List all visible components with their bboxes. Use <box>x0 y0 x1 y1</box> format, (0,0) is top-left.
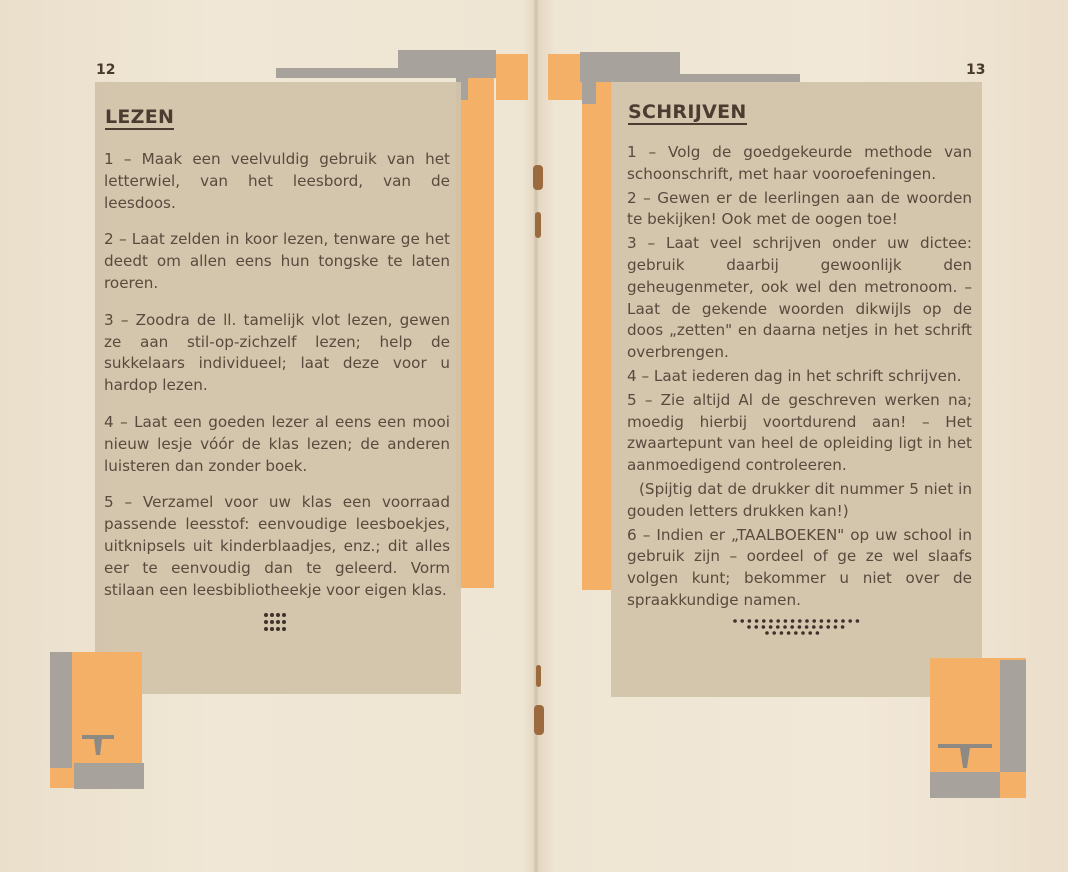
paragraph: 3 – Laat veel schrijven onder uw dictee: gebruik daarbij gewoonlijk den geheugenmeter, ook wel den metronoom. – Laat de gekende woorden dikwijls op de doos „zetten" en daarna netjes in het schrift overbrengen. <box>627 234 972 362</box>
ornament-dot <box>816 631 820 635</box>
heading-lezen <box>105 106 174 128</box>
paragraph: 2 – Gewen er de leerlingen aan de woorden te bekijken! Ook met de oogen toe! <box>627 188 972 229</box>
ornament-dot <box>762 625 766 629</box>
paragraph: 1 – Volg de goedgekeurde methode van schoonschrift, met haar vooroefeningen. <box>627 143 972 183</box>
ornament-dot <box>783 625 787 629</box>
decor-gray-bar <box>930 772 1000 798</box>
ornament-dot <box>827 619 831 623</box>
ornament-dot <box>747 625 751 629</box>
ornament-dot <box>856 619 860 623</box>
ornament-dot <box>787 631 791 635</box>
dot-ornament-left <box>262 611 286 635</box>
paragraph: 2 – Laat zelden in koor lezen, tenware ge het deedt om allen eens hun tongske te laten roeren. <box>104 230 450 292</box>
lamp-icon <box>80 733 116 759</box>
ornament-dot <box>848 619 852 623</box>
ornament-dot <box>819 625 823 629</box>
ornament-dot <box>790 625 794 629</box>
ornament-dot <box>776 619 780 623</box>
right-text-column <box>627 142 972 612</box>
ornament-dot <box>812 619 816 623</box>
ornament-dot <box>754 625 758 629</box>
ornament-dot <box>769 619 773 623</box>
ornament-dot <box>765 631 769 635</box>
ornament-dot <box>784 619 788 623</box>
ornament-dot <box>772 631 776 635</box>
ornament-dot <box>794 631 798 635</box>
ornament-dot <box>841 625 845 629</box>
decor-orange-stripe <box>582 82 612 590</box>
ornament-dot <box>798 625 802 629</box>
heading-text: SCHRIJVEN <box>628 101 747 123</box>
dot-ornament-right <box>732 618 866 640</box>
decor-gray-bar <box>398 50 496 78</box>
ornament-dot <box>826 625 830 629</box>
decor-orange-bar <box>496 54 528 100</box>
decor-gray-stripe <box>50 652 72 768</box>
left-text-column <box>104 149 450 601</box>
ornament-dot <box>791 619 795 623</box>
ornament-dot <box>834 625 838 629</box>
binding-stitch <box>536 665 541 687</box>
binding-stitch <box>534 705 544 735</box>
ornament-dot <box>798 619 802 623</box>
ornament-dot <box>820 619 824 623</box>
ornament-dot <box>805 625 809 629</box>
ornament-dot <box>776 625 780 629</box>
decor-gray-bar <box>74 763 144 789</box>
paragraph: 4 – Laat een goeden lezer al eens een mooi nieuw lesje vóór de klas lezen; de anderen luisteren dan zonder boek. <box>104 412 450 475</box>
heading-text: LEZEN <box>105 106 175 128</box>
page-number-left: 12 <box>96 62 116 78</box>
paragraph: 5 – Verzamel voor uw klas een voorraad passende leesstof: eenvoudige leesboekjes, uitknipsels uit kinderblaadjes, enz.; dit alles eer te eenvoudig dan te geleerd. Vorm stilaan een leesbibliotheekje voor eigen klas. <box>104 493 450 599</box>
binding-stitch <box>533 165 543 190</box>
heading-schrijven <box>628 101 747 123</box>
ornament-dot <box>762 619 766 623</box>
decor-gray-bar <box>580 74 800 82</box>
paragraph: (Spijtig dat de drukker dit nummer 5 niet in gouden letters drukken kan!) <box>627 479 972 520</box>
paragraph: 5 – Zie altijd Al de geschreven werken na; moedig hierbij voortdurend aan! – Het zwaartepunt van heel de opleiding ligt in het aanmoedigend controleeren. <box>627 390 972 475</box>
ornament-dot <box>841 619 845 623</box>
lamp-icon <box>936 742 994 772</box>
paragraph: 1 – Maak een veelvuldig gebruik van het letterwiel, van het leesbord, van de leesdoos. <box>104 150 450 212</box>
center-fold <box>533 0 539 872</box>
ornament-dot <box>805 619 809 623</box>
ornament-dot <box>812 625 816 629</box>
ornament-dot <box>808 631 812 635</box>
decor-orange-bar <box>548 54 582 100</box>
ornament-dot <box>769 625 773 629</box>
paragraph: 3 – Zoodra de ll. tamelijk vlot lezen, gewen ze aan stil-op-zichzelf lezen; help de sukkelaars individueel; laat deze voor u hardop lezen. <box>104 310 450 395</box>
ornament-dot <box>834 619 838 623</box>
paragraph: 6 – Indien er „TAALBOEKEN" op uw school in gebruik zijn – oordeel of ge ze wel slaafs volgen kunt; bekommer u niet over de spraakkundige namen. <box>627 525 972 609</box>
ornament-dot <box>801 631 805 635</box>
paragraph: 4 – Laat iederen dag in het schrift schrijven. <box>627 366 962 385</box>
binding-stitch <box>535 212 541 238</box>
ornament-dot <box>780 631 784 635</box>
ornament-dot <box>740 619 744 623</box>
ornament-dot <box>755 619 759 623</box>
decor-gray-stripe <box>1000 660 1026 772</box>
decor-gray-stripe <box>582 82 596 104</box>
ornament-dot <box>733 619 737 623</box>
page-number-right: 13 <box>966 62 986 78</box>
ornament-dot <box>748 619 752 623</box>
decor-orange-stripe <box>456 78 494 588</box>
